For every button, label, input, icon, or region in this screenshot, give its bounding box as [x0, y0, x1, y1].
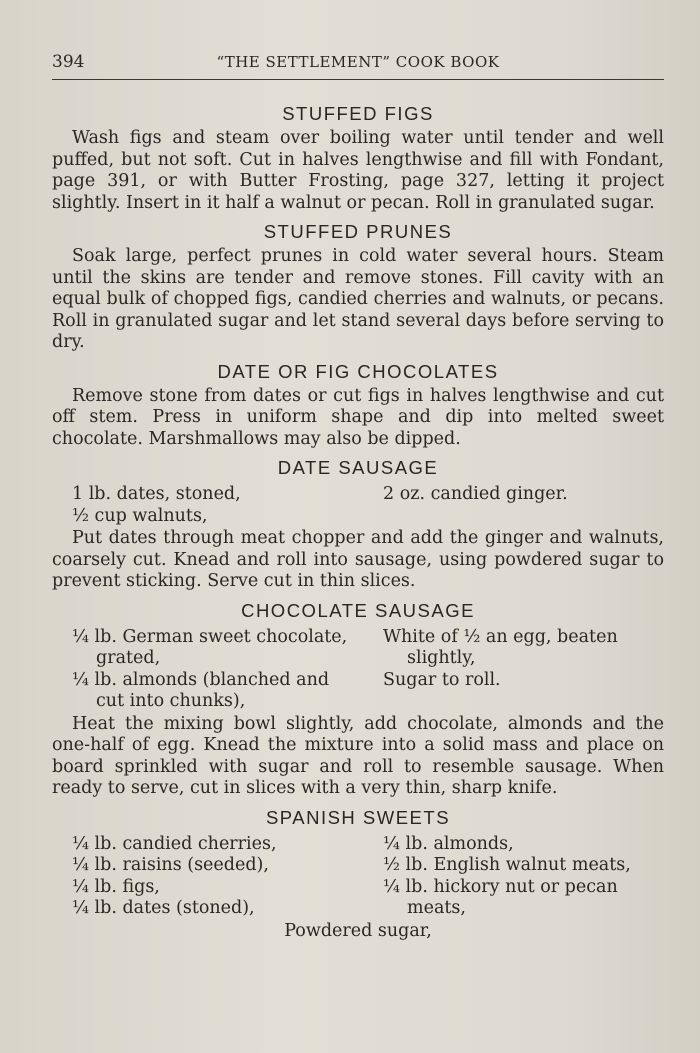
recipe-chocolate-sausage: [52, 597, 664, 800]
ingredient-item: 1 lb. dates, stoned,: [72, 484, 241, 504]
recipe-date-sausage: [52, 454, 664, 593]
recipe-stuffed-figs: [52, 100, 664, 214]
recipe-stuffed-prunes: [52, 218, 664, 354]
ingredient-column-right: [353, 484, 664, 527]
ingredient-item: ½ lb. English walnut meats,: [383, 855, 631, 875]
ingredient-column-right: [353, 627, 664, 713]
ingredient-item: ¼ lb. almonds,: [383, 833, 514, 854]
recipe-text: Wash figs and steam over boiling water until tender and well puffed, but not soft. Cut in halves lengthwise and fill with Fondant, page 391, or with Butter Frosting, page 327, letting it project slightly. Insert in it half a walnut or pecan. Roll in granulated sugar.: [52, 128, 664, 213]
recipe-text: Put dates through meat chopper and add the ginger and walnuts, coarsely cut. Knead and roll into sausage, using powdered sugar to prevent sticking. Serve cut in thin slices.: [52, 528, 664, 591]
ingredient-item: ¼ lb. candied cherries,: [72, 833, 277, 854]
page-content: [52, 100, 664, 946]
running-head: “THE SETTLEMENT” COOK BOOK: [216, 53, 500, 71]
header-rule: [52, 79, 664, 80]
ingredient-item: Sugar to roll.: [383, 669, 501, 690]
recipe-title: DATE OR FIG CHOCOLATES: [217, 360, 499, 382]
ingredient-footer: Powdered sugar,: [284, 920, 432, 941]
ingredient-list: [52, 627, 664, 713]
ingredient-item: ½ cup walnuts,: [72, 505, 208, 526]
ingredient-item: ¼ lb. almonds (blanched and cut into chunks),: [72, 669, 330, 711]
recipe-text: Soak large, perfect prunes in cold water several hours. Steam until the skins are tender and remove stones. Fill cavity with an equal bulk of chopped figs, candied cherries and walnuts, or pecans. Roll in granulated sugar and let stand several days before serving to dry.: [52, 246, 664, 352]
page-number: 394: [52, 52, 85, 72]
ingredient-item: ¼ lb. hickory nut or pecan meats,: [383, 876, 618, 918]
recipe-title: CHOCOLATE SAUSAGE: [241, 599, 475, 621]
ingredient-item: 2 oz. candied ginger.: [383, 484, 568, 504]
ingredient-list: [52, 484, 664, 527]
ingredient-column-left: [52, 484, 353, 527]
recipe-spanish-sweets: [52, 804, 664, 943]
page-header: [52, 52, 664, 78]
ingredient-item: ¼ lb. figs,: [72, 876, 160, 897]
recipe-title: STUFFED FIGS: [282, 103, 434, 124]
ingredient-list: [52, 834, 664, 920]
recipe-title: STUFFED PRUNES: [263, 221, 453, 242]
recipe-title: DATE SAUSAGE: [277, 457, 439, 478]
recipe-text: Remove stone from dates or cut figs in halves lengthwise and cut off stem. Press in uniform shape and dip into melted sweet chocolate. Marshmallows may also be dipped.: [52, 385, 664, 449]
ingredient-item: ¼ lb. dates (stoned),: [72, 898, 255, 918]
ingredient-column-right: [353, 834, 664, 920]
recipe-text: Heat the mixing bowl slightly, add chocolate, almonds and the one-half of egg. Knead the mixture into a solid mass and place on board sprinkled with sugar and roll to resemble sausage. When ready to serve, cut in slices with a very thin, sharp knife.: [52, 713, 664, 798]
ingredient-column-left: [52, 627, 353, 713]
recipe-date-or-fig-chocolates: [52, 358, 664, 451]
ingredient-item: ¼ lb. German sweet chocolate, grated,: [72, 626, 348, 668]
ingredient-column-left: [52, 834, 353, 920]
ingredient-item: White of ½ an egg, beaten slightly,: [383, 626, 618, 668]
ingredient-item: ¼ lb. raisins (seeded),: [72, 855, 269, 875]
recipe-title: SPANISH SWEETS: [265, 806, 451, 828]
